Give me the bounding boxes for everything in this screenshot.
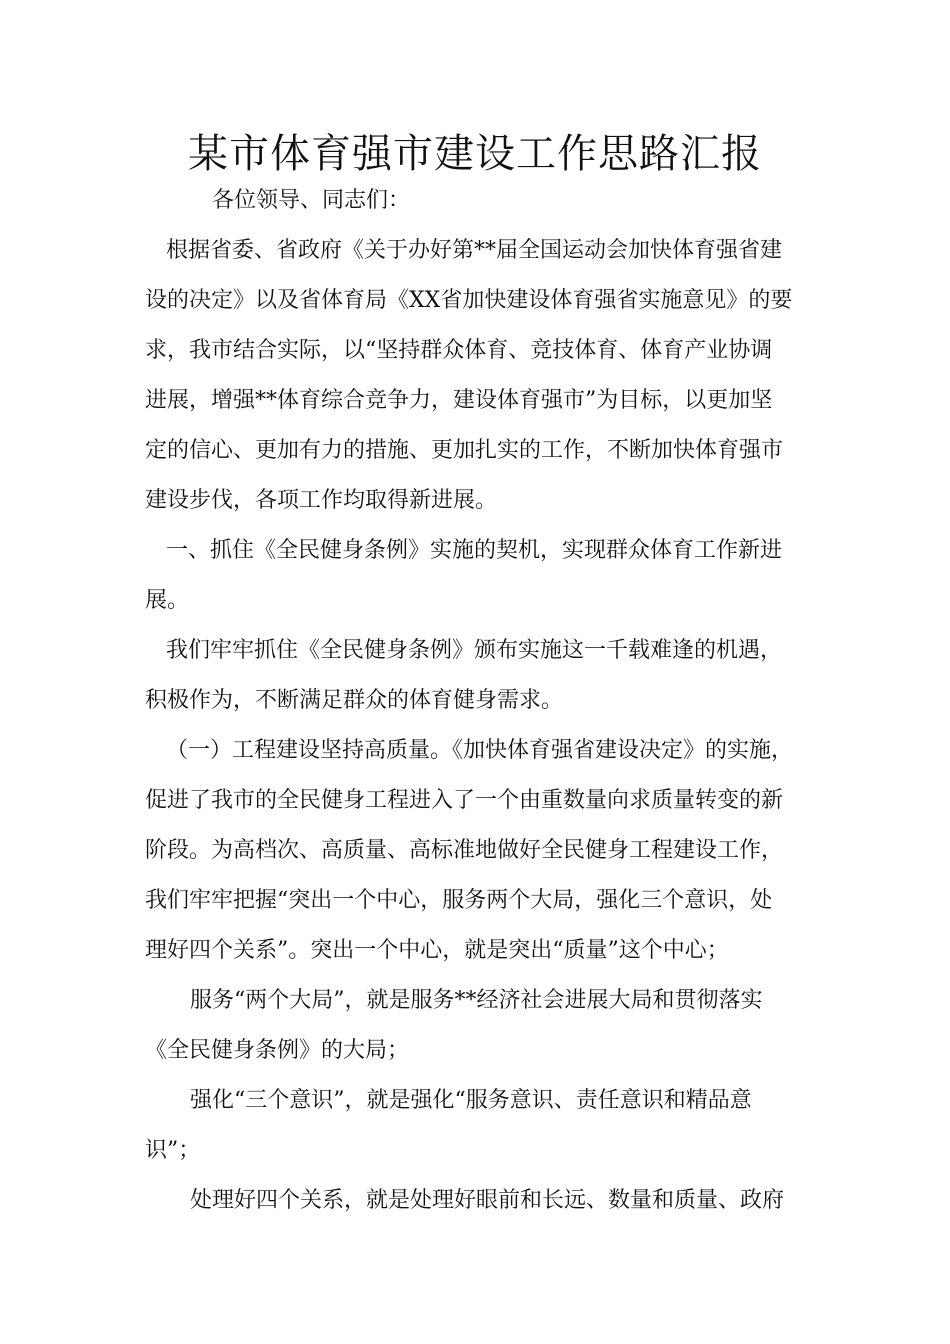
text-line: 根据省委、省政府《关于办好第**届全国运动会加快体育强省建 (166, 238, 783, 263)
text-line: 《全民健身条例》的大局； (145, 1038, 410, 1063)
text-line: 设的决定》以及省体育局《XX省加快建设体育强省实施意见》的要 (145, 288, 793, 313)
text-line: 促进了我市的全民健身工程进入了一个由重数量向求质量转变的新 (145, 788, 784, 813)
text-line: 理好四个关系”。突出一个中心，就是突出“质量”这个中心； (145, 938, 729, 963)
text-line: 我们牢牢把握“突出一个中心，服务两个大局，强化三个意识，处 (145, 888, 773, 913)
text-line: 处理好四个关系，就是处理好眼前和长远、数量和质量、政府 (190, 1188, 785, 1213)
text-line: 求，我市结合实际，以“坚持群众体育、竞技体育、体育产业协调 (145, 338, 773, 363)
text-line: 进展，增强**体育综合竞争力，建设体育强市”为目标，以更加坚 (145, 388, 773, 413)
text-line: 强化“三个意识”，就是强化“服务意识、责任意识和精品意 (190, 1088, 752, 1113)
text-line: （一）工程建设坚持高质量。《加快体育强省建设决定》的实施， (166, 738, 794, 763)
text-line: 识”； (145, 1138, 201, 1163)
text-line: 阶段。为高档次、高质量、高标准地做好全民健身工程建设工作， (145, 838, 784, 863)
salutation: 各位领导、同志们： (212, 188, 411, 213)
text-line: 积极作为，不断满足群众的体育健身需求。 (145, 688, 564, 713)
text-line: 建设步伐，各项工作均取得新进展。 (145, 488, 498, 513)
section-heading: 展。 (145, 588, 190, 613)
section-heading: 一、抓住《全民健身条例》实施的契机，实现群众体育工作新进 (166, 538, 783, 563)
text-line: 我们牢牢抓住《全民健身条例》颁布实施这一千载难逢的机遇， (166, 638, 783, 663)
text-line: 服务“两个大局”，就是服务**经济社会进展大局和贯彻落实 (190, 988, 763, 1013)
text-line: 定的信心、更加有力的措施、更加扎实的工作，不断加快体育强市 (145, 438, 784, 463)
document-title: 某市体育强市建设工作思路汇报 (188, 131, 762, 177)
